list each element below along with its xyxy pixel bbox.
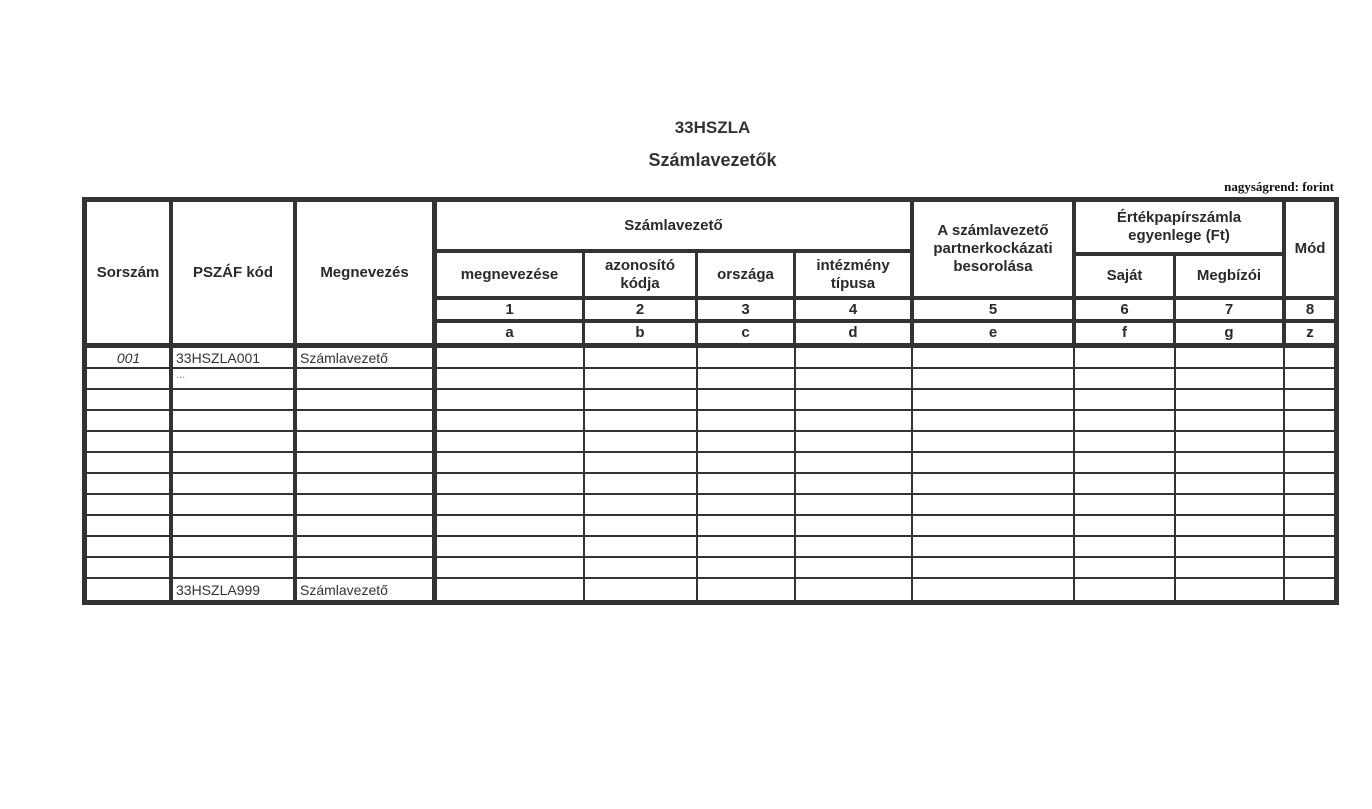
header-mod: Mód — [1294, 240, 1326, 257]
unit-label: nagyságrend: forint — [1224, 179, 1334, 194]
form-code: 33HSZLA — [674, 118, 751, 137]
column-number-1: 1 — [505, 300, 514, 318]
column-number-3: 3 — [741, 300, 750, 318]
column-letter-e: e — [988, 324, 998, 341]
row-2-continuation-dots: ... — [176, 369, 186, 381]
column-letter-d: d — [848, 324, 858, 341]
column-number-5: 5 — [988, 300, 998, 318]
header-partnerkockazati-besorolas: A számlavezető partnerkockázati besorolása — [933, 222, 1053, 275]
header-szamlavezeto-group: Számlavezető — [624, 216, 723, 234]
header-megnevezese: megnevezése — [460, 265, 559, 283]
column-letter-g: g — [1224, 324, 1234, 341]
header-sajat: Saját — [1106, 267, 1143, 284]
header-megnevezes: Megnevezés — [320, 263, 409, 281]
last-row-pszaf-kod: 33HSZLA999 — [176, 581, 261, 598]
column-letter-a: a — [505, 324, 514, 341]
header-sorszam: Sorszám — [96, 263, 160, 281]
header-ertekpapirszamla-group: Értékpapírszámla egyenlege (Ft) — [1116, 209, 1242, 244]
column-number-8: 8 — [1305, 300, 1315, 318]
last-row-megnevezes: Számlavezető — [300, 581, 388, 598]
column-number-2: 2 — [635, 300, 645, 318]
column-letter-c: c — [741, 324, 750, 341]
column-letter-f: f — [1122, 324, 1127, 341]
row-1-megnevezes: Számlavezető — [300, 349, 388, 366]
header-intezmeny-tipusa: intézmény típusa — [816, 256, 890, 292]
header-megbizoi: Megbízói — [1196, 267, 1262, 284]
form-title: Számlavezetők — [648, 150, 777, 170]
column-letter-b: b — [635, 324, 645, 341]
column-number-6: 6 — [1120, 300, 1129, 318]
column-number-7: 7 — [1224, 300, 1234, 318]
row-1-sorszam: 001 — [116, 349, 141, 366]
column-number-4: 4 — [848, 300, 858, 318]
header-pszaf-kod: PSZÁF kód — [192, 263, 273, 281]
accounts-table — [82, 197, 1339, 605]
column-letter-z: z — [1306, 324, 1314, 341]
header-orszaga: országa — [717, 265, 774, 283]
row-1-pszaf-kod: 33HSZLA001 — [176, 349, 261, 366]
header-azonosito-kodja: azonosító kódja — [605, 256, 675, 292]
